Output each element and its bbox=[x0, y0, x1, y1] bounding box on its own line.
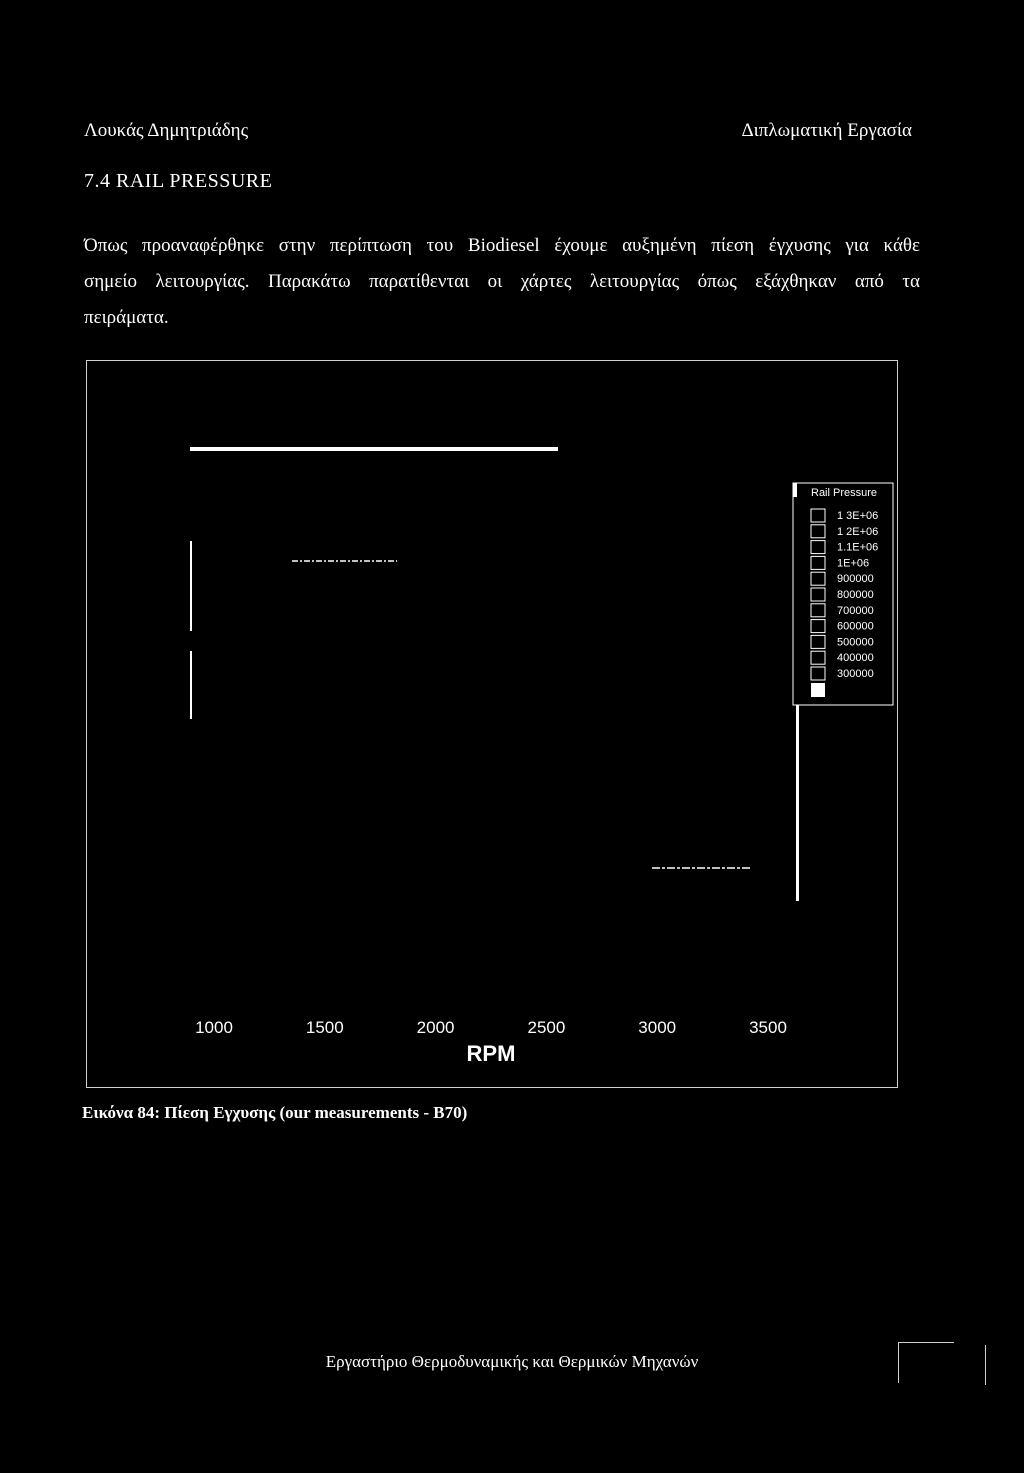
legend-level-label: 500000 bbox=[837, 636, 874, 649]
legend-level-label: 1 3E+06 bbox=[837, 510, 879, 522]
plot-left-edge-upper bbox=[190, 541, 192, 631]
section-title: 7.4 RAIL PRESSURE bbox=[84, 170, 273, 192]
page-corner-mark bbox=[898, 1342, 954, 1383]
page-edge-line bbox=[985, 1345, 986, 1385]
paragraph-line-2: σημείο λειτουργίας. Παρακάτω παρατίθενται οι χάρτες λειτουργίας όπως εξάχθηκαν από τα bbox=[84, 271, 920, 292]
legend-level-label: 800000 bbox=[837, 589, 874, 601]
legend-level-label: 1 2E+06 bbox=[837, 525, 879, 538]
legend-swatch-filled bbox=[811, 683, 825, 697]
chart-canvas bbox=[87, 361, 899, 1089]
legend-level-label: 900000 bbox=[837, 573, 874, 586]
legend-title: Rail Pressure bbox=[811, 487, 878, 499]
x-axis-ticks bbox=[195, 1018, 787, 1037]
body-paragraph bbox=[84, 228, 920, 336]
legend-level-label: 600000 bbox=[837, 620, 874, 633]
plot-left-edge-lower bbox=[190, 651, 192, 719]
legend-marker bbox=[793, 483, 797, 497]
plot-top-edge bbox=[190, 447, 558, 451]
paragraph-line-1: Όπως προαναφέρθηκε στην περίπτωση του Biodiesel έχουμε αυξημένη πίεση έγχυσης για κάθε bbox=[84, 235, 920, 256]
legend-level-label: 700000 bbox=[837, 604, 874, 617]
chart-legend bbox=[793, 483, 893, 705]
header-document-type: Διπλωματική Εργασία bbox=[741, 120, 912, 141]
legend-level-label: 1E+06 bbox=[837, 557, 870, 570]
page-footer: Εργαστήριο Θερμοδυναμικής και Θερμικών Μηχανών bbox=[325, 1352, 699, 1371]
paragraph-line-3: πειράματα. bbox=[84, 307, 169, 328]
legend-level-label: 300000 bbox=[837, 668, 874, 680]
figure-caption: Εικόνα 84: Πίεση Εγχυσης (our measurements - B70) bbox=[82, 1103, 468, 1122]
x-tick-label: 2000 bbox=[416, 1018, 455, 1037]
x-tick-label: 3500 bbox=[749, 1018, 787, 1037]
x-tick-label: 3000 bbox=[638, 1018, 677, 1037]
legend-level-label: 1.1E+06 bbox=[837, 541, 879, 554]
legend-labels bbox=[837, 510, 878, 680]
legend-level-label: 400000 bbox=[837, 652, 874, 665]
x-tick-label: 1500 bbox=[305, 1018, 344, 1037]
x-tick-label: 2500 bbox=[527, 1018, 566, 1037]
header-author: Λουκάς Δημητριάδης bbox=[84, 120, 249, 141]
rail-pressure-chart bbox=[86, 360, 898, 1088]
x-tick-label: 1000 bbox=[195, 1018, 233, 1037]
x-axis-label: RPM bbox=[466, 1041, 516, 1066]
